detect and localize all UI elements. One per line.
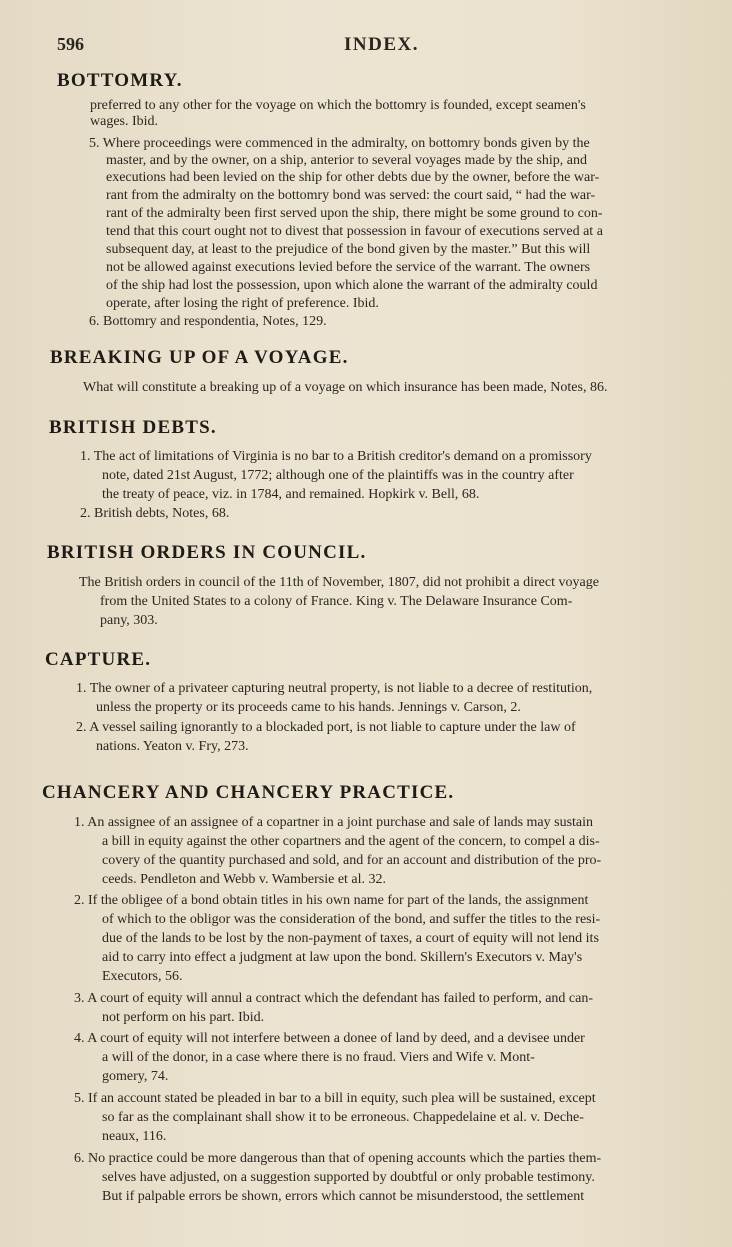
- entry-line: 1. The act of limitations of Virginia is no bar to a British creditor's demand on a promissory: [80, 449, 592, 464]
- entry-line: covery of the quantity purchased and sold, and for an account and distribution of the pro-: [102, 853, 602, 868]
- entry-line: the treaty of peace, viz. in 1784, and remained. Hopkirk v. Bell, 68.: [102, 487, 480, 502]
- section-heading-british-debts: BRITISH DEBTS.: [49, 417, 217, 438]
- entry-line: But if palpable errors be shown, errors which cannot be misunderstood, the settlement: [102, 1189, 585, 1204]
- section-heading-british-orders: BRITISH ORDERS IN COUNCIL.: [47, 542, 367, 563]
- entry-line: preferred to any other for the voyage on which the bottomry is founded, except seamen's: [90, 98, 586, 113]
- entry-line: neaux, 116.: [102, 1129, 167, 1144]
- entry-line: tend that this court ought not to divest that possession in favour of executions served at a: [106, 224, 603, 239]
- entry-line: due of the lands to be lost by the non-payment of taxes, a court of equity will not lend its: [102, 931, 599, 946]
- entry-line: 2. A vessel sailing ignorantly to a blockaded port, is not liable to capture under the law of: [76, 720, 576, 735]
- page-number: 596: [57, 34, 84, 54]
- entry-line: 6. Bottomry and respondentia, Notes, 129.: [89, 314, 327, 329]
- entry-line: 1. The owner of a privateer capturing neutral property, is not liable to a decree of restitution,: [76, 681, 593, 696]
- entry-line: operate, after losing the right of preference. Ibid.: [106, 296, 379, 311]
- entry-line: pany, 303.: [100, 613, 158, 628]
- entry-line: subsequent day, at least to the prejudice of the bond given by the master.” But this will: [106, 242, 591, 257]
- entry-line: gomery, 74.: [102, 1069, 169, 1084]
- entry-line: aid to carry into effect a judgment at law upon the bond. Skillern's Executors v. May's: [102, 950, 583, 965]
- section-heading-breaking-up: BREAKING UP OF A VOYAGE.: [50, 347, 349, 368]
- entry-line: 6. No practice could be more dangerous than that of opening accounts which the parties them-: [74, 1151, 602, 1166]
- entry-line: rant from the admiralty on the bottomry bond was served: the court said, “ had the war-: [106, 188, 596, 203]
- entry-line: master, and by the owner, on a ship, anterior to several voyages made by the ship, and: [106, 153, 587, 168]
- entry-line: wages. Ibid.: [90, 114, 159, 129]
- entry-line: rant of the admiralty been first served upon the ship, there might be some ground to con-: [106, 206, 603, 221]
- entry-line: What will constitute a breaking up of a voyage on which insurance has been made, Notes, 86.: [83, 380, 608, 395]
- entry-line: so far as the complainant shall show it to be erroneous. Chappedelaine et al. v. Deche-: [102, 1110, 584, 1125]
- entry-line: selves have adjusted, on a suggestion supported by doubtful or only probable testimony.: [102, 1170, 595, 1185]
- entry-line: Executors, 56.: [102, 969, 183, 984]
- entry-line: note, dated 21st August, 1772; although one of the plaintiffs was in the country after: [102, 468, 574, 483]
- entry-line: 4. A court of equity will not interfere between a donee of land by deed, and a devisee under: [74, 1031, 585, 1046]
- section-heading-bottomry: BOTTOMRY.: [57, 70, 183, 91]
- entry-line: a will of the donor, in a case where there is no fraud. Viers and Wife v. Mont-: [102, 1050, 535, 1065]
- entry-line: 5. Where proceedings were commenced in the admiralty, on bottomry bonds given by the: [89, 136, 590, 151]
- entry-line: 2. British debts, Notes, 68.: [80, 506, 230, 521]
- entry-line: The British orders in council of the 11th of November, 1807, did not prohibit a direct voyage: [79, 575, 599, 590]
- section-heading-capture: CAPTURE.: [45, 649, 152, 670]
- entry-line: nations. Yeaton v. Fry, 273.: [96, 739, 249, 754]
- entry-line: not be allowed against executions levied before the service of the warrant. The owners: [106, 260, 591, 275]
- entry-line: from the United States to a colony of France. King v. The Delaware Insurance Com-: [100, 594, 573, 609]
- entry-line: 5. If an account stated be pleaded in bar to a bill in equity, such plea will be sustained, except: [74, 1091, 596, 1106]
- entry-line: 2. If the obligee of a bond obtain titles in his own name for part of the lands, the assignment: [74, 893, 589, 908]
- entry-line: 3. A court of equity will annul a contract which the defendant has failed to perform, and can-: [74, 991, 593, 1006]
- entry-line: a bill in equity against the other copartners and the agent of the concern, to compel a dis-: [102, 834, 600, 849]
- entry-line: ceeds. Pendleton and Webb v. Wambersie et al. 32.: [102, 872, 387, 887]
- entry-line: of which to the obligor was the consideration of the bond, and suffer the titles to the resi-: [102, 912, 601, 927]
- entry-line: unless the property or its proceeds came to his hands. Jennings v. Carson, 2.: [96, 700, 521, 715]
- entry-line: of the ship had lost the possession, upon which alone the warrant of the admiralty could: [106, 278, 598, 293]
- entry-line: not perform on his part. Ibid.: [102, 1010, 265, 1025]
- running-head: INDEX.: [344, 34, 419, 55]
- section-heading-chancery: CHANCERY AND CHANCERY PRACTICE.: [42, 782, 455, 803]
- entry-line: 1. An assignee of an assignee of a copartner in a joint purchase and sale of lands may sustain: [74, 815, 594, 830]
- entry-line: executions had been levied on the ship for other debts due by the owner, before the war-: [106, 170, 600, 185]
